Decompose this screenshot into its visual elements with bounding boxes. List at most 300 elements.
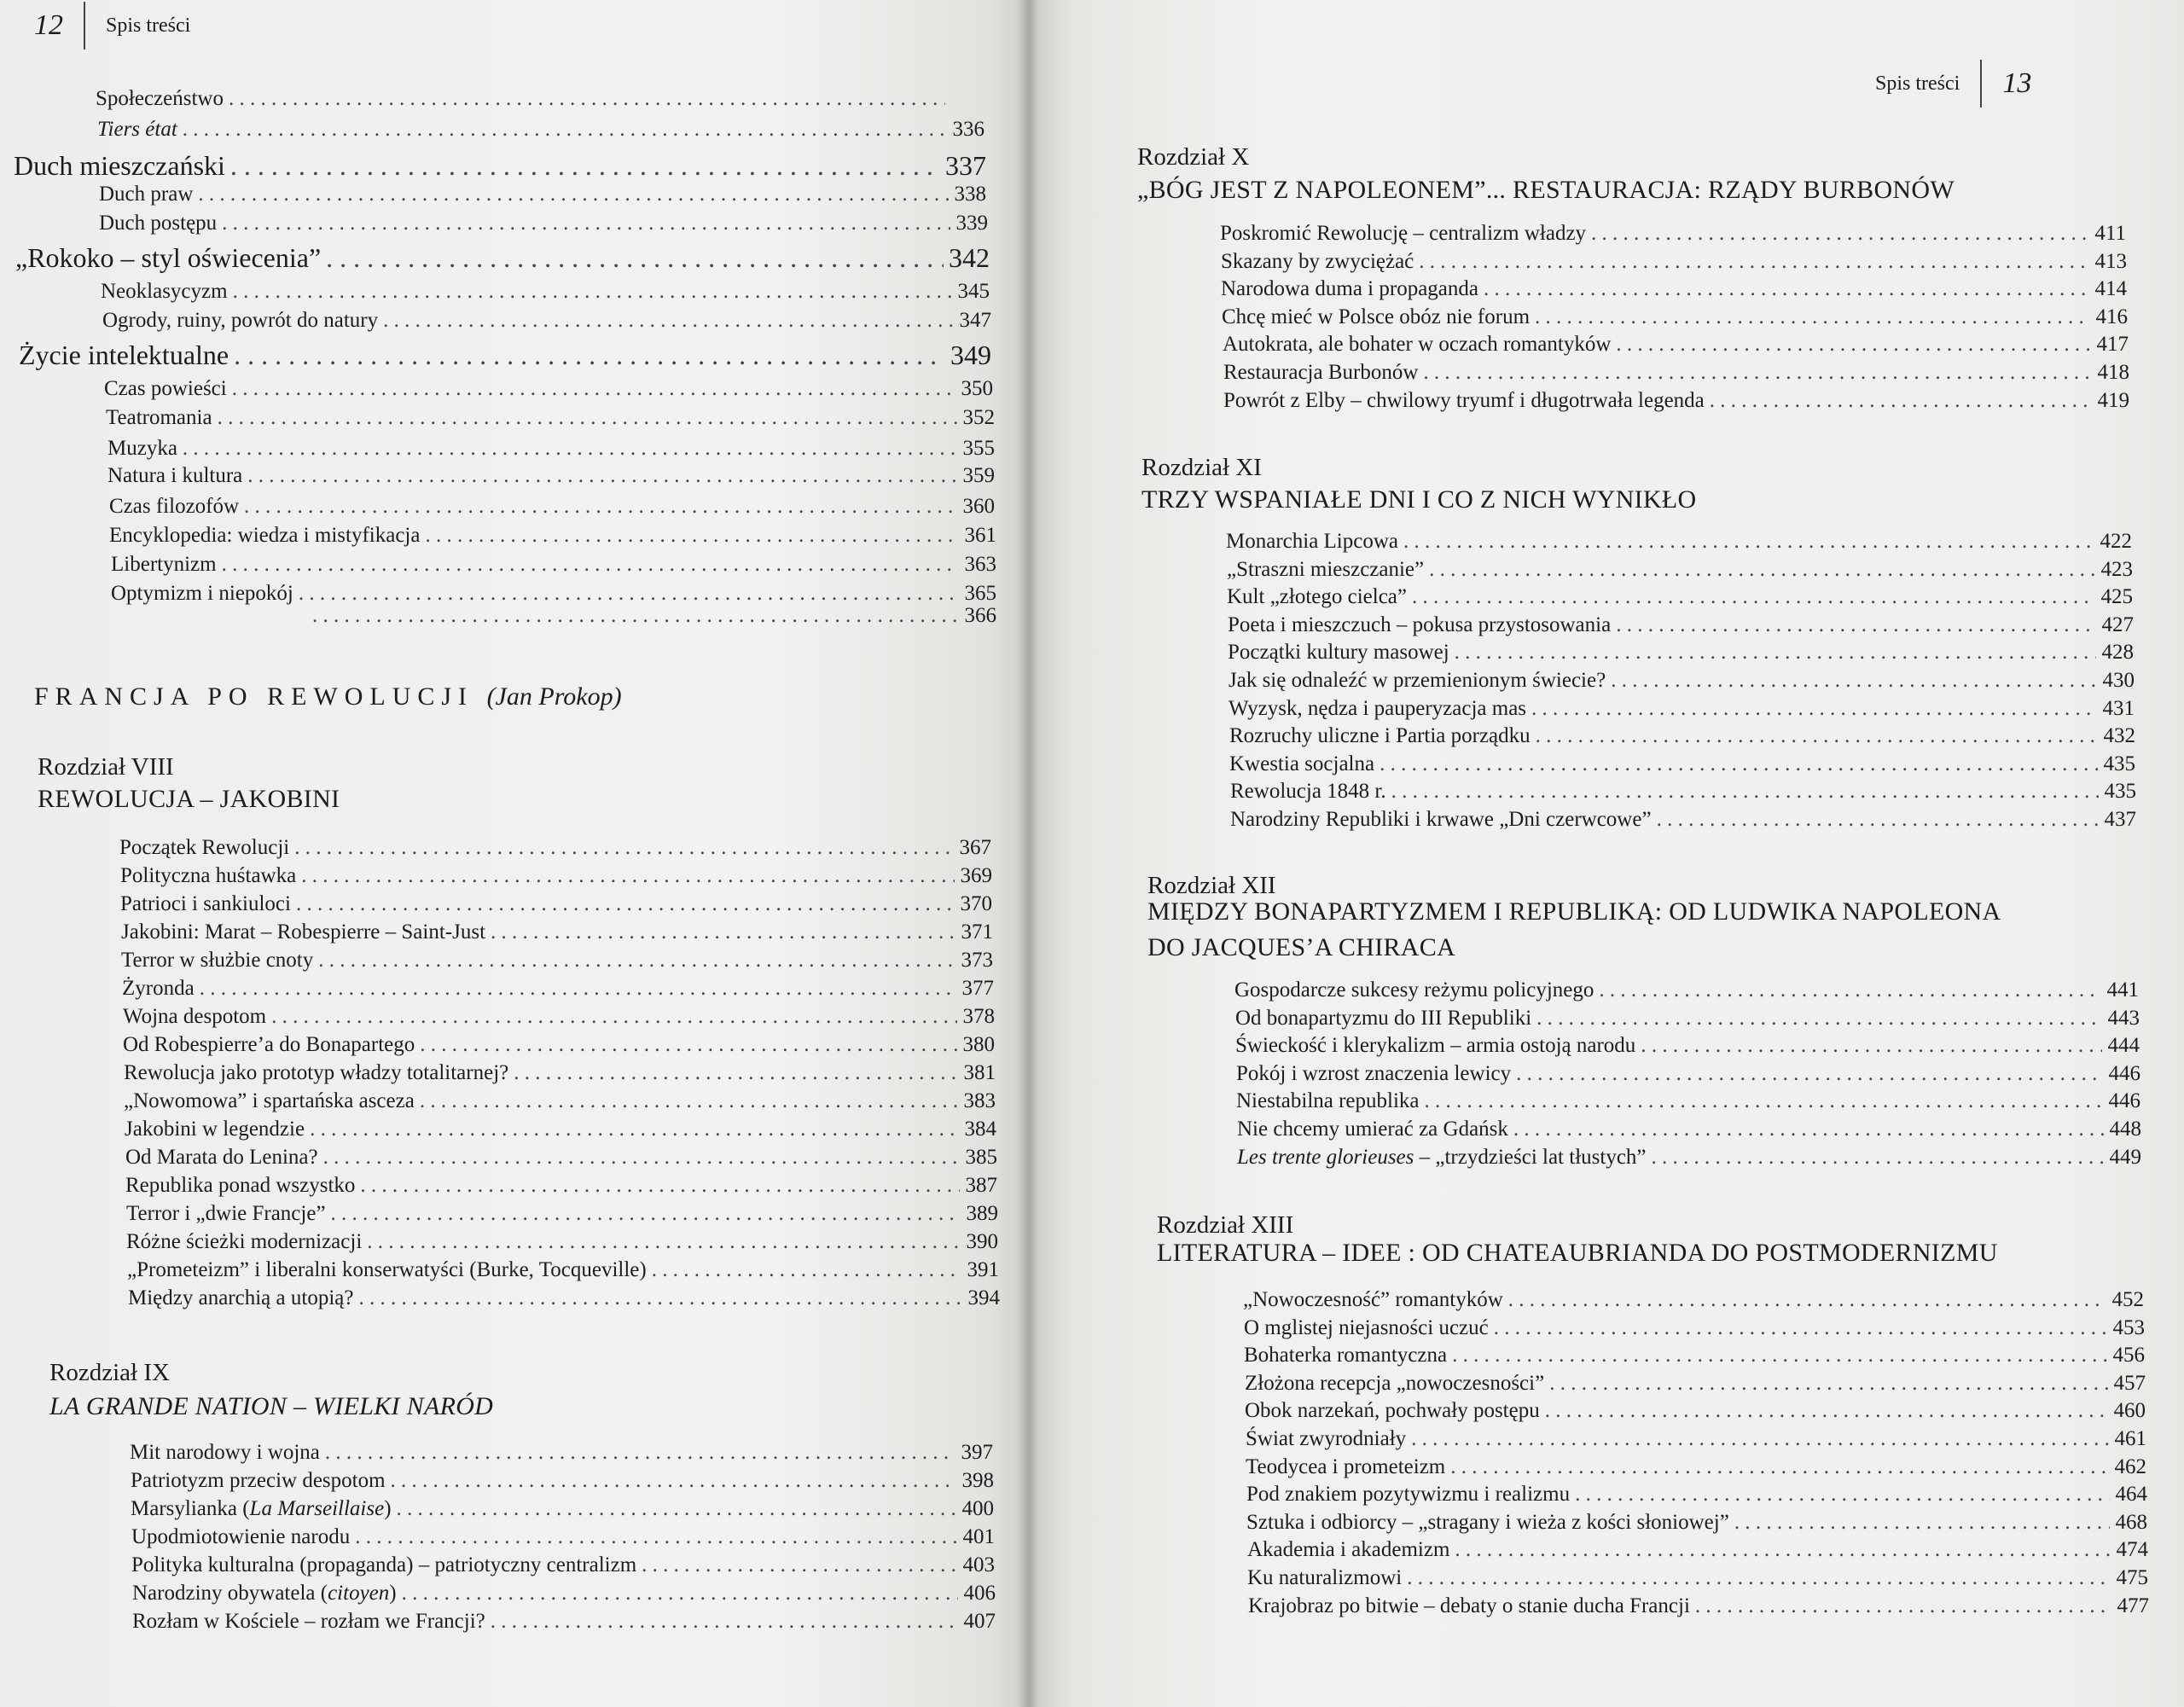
dot-leader: [1423, 359, 2092, 386]
toc-entry: [1228, 639, 2134, 666]
entry-title-text: Tiers état: [97, 118, 177, 141]
page-ref: 456: [2112, 1344, 2145, 1367]
entry-title-text: Restauracja Burbonów: [1223, 361, 1419, 384]
page-ref: 446: [2108, 1089, 2140, 1112]
dot-leader: [1513, 1116, 2104, 1143]
entry-title: [1245, 1370, 1544, 1397]
page-ref: 394: [967, 1286, 1000, 1309]
dot-leader: [271, 1003, 957, 1031]
page-ref: 385: [965, 1146, 997, 1169]
toc-entry: [1234, 977, 2139, 1004]
toc-entry: [99, 181, 986, 208]
entry-title: [109, 522, 420, 549]
chapter-title: TRZY WSPANIAŁE DNI I CO Z NICH WYNIKŁO: [1141, 485, 1697, 514]
entry-title: [101, 278, 228, 305]
page-ref: 428: [2101, 641, 2134, 664]
entry-title: [131, 1495, 392, 1523]
entry-title: [132, 1608, 485, 1635]
entry-title: [131, 1524, 350, 1551]
dot-leader: [1599, 977, 2101, 1004]
dot-leader: [1425, 1088, 2103, 1115]
toc-entry: [1223, 359, 2129, 386]
entry-title-text: Wyzysk, nędza i pauperyzacja mas: [1228, 697, 1527, 720]
page-ref: 391: [967, 1258, 999, 1281]
entry-title: [97, 116, 177, 143]
right-page: [1028, 0, 2184, 1707]
entry-title-text: Świat zwyrodniały: [1246, 1427, 1407, 1450]
dot-leader: [1652, 1144, 2104, 1171]
entry-title-text: Libertynizm: [111, 553, 217, 576]
toc-entry: [125, 1172, 997, 1199]
entry-title-text: Patriotyzm przeciw despotom: [131, 1469, 386, 1492]
toc-entry: [1230, 778, 2136, 805]
entry-title: [107, 462, 242, 490]
part-title: FRANCJA PO REWOLUCJI: [34, 682, 474, 711]
dot-leader: [1641, 1032, 2102, 1060]
dot-leader: [1391, 778, 2099, 805]
toc-entry: [1235, 1032, 2140, 1060]
page-ref: 464: [2115, 1483, 2147, 1506]
toc-entry: [121, 947, 993, 974]
entry-title: [1228, 695, 1526, 723]
page-ref: 431: [2102, 697, 2135, 720]
page-ref: 477: [2117, 1594, 2149, 1617]
page-ref: 349: [950, 340, 991, 370]
entry-title: [1230, 778, 1386, 805]
chapter-label: Rozdział XI: [1141, 454, 1262, 481]
entry-title-text: Polityka kulturalna (propaganda) – patriotyczny centralizm: [131, 1553, 637, 1576]
entry-title-text: Od bonapartyzmu do III Republiki: [1235, 1007, 1532, 1030]
entry-title-text: Duch postępu: [99, 212, 218, 235]
dot-leader: [244, 493, 957, 520]
toc-entry: [119, 834, 991, 862]
dot-leader: [294, 834, 954, 862]
dot-leader: [1616, 331, 2091, 358]
page-ref: 449: [2109, 1146, 2141, 1169]
entry-title-text: „Straszni mieszczanie”: [1227, 558, 1425, 581]
toc-entry: [1228, 667, 2135, 694]
dot-leader: [652, 1257, 961, 1284]
dot-leader: [218, 404, 957, 432]
page-ref: 453: [2112, 1316, 2145, 1339]
dot-leader: [326, 241, 944, 275]
entry-title: [104, 375, 227, 403]
dot-leader: [331, 1200, 961, 1228]
entry-title-text: Optymizm i niepokój: [111, 582, 293, 605]
entry-title-text: Duch praw: [99, 183, 194, 206]
dot-leader: [198, 181, 949, 208]
entry-title-text: „Nowomowa” i spartańska asceza: [124, 1089, 415, 1112]
entry-title-italic: La Marseillaise: [249, 1497, 385, 1520]
toc-entry: [1246, 1509, 2147, 1536]
toc-entry: [109, 522, 996, 549]
dot-leader: [1452, 1342, 2107, 1369]
dot-leader: [325, 1439, 956, 1466]
entry-title-text: Duch mieszczański: [14, 150, 225, 181]
entry-title: [123, 1031, 415, 1059]
left-page: [0, 0, 1028, 1707]
toc-entry: [111, 551, 996, 578]
entry-title: [1248, 1593, 1690, 1620]
dot-leader: [514, 1060, 958, 1087]
page-ref: 347: [959, 309, 991, 332]
page-ref: 366: [964, 604, 996, 627]
entry-title: [1247, 1536, 1449, 1564]
toc-entry: [131, 1524, 995, 1551]
dot-leader: [642, 1552, 957, 1579]
entry-title-text: Sztuka i odbiorcy – „stragany i wieża z kości słoniowej”: [1246, 1511, 1729, 1534]
dot-leader: [183, 435, 957, 462]
entry-title-text: Czas filozofów: [109, 495, 240, 518]
entry-title: [1228, 667, 1606, 694]
entry-title-text: Autokrata, ale bohater w oczach romantyków: [1223, 333, 1612, 356]
dot-leader: [233, 278, 952, 305]
toc-entry: [125, 1144, 997, 1171]
dot-leader: [1549, 1370, 2108, 1397]
toc-entry: [128, 1285, 1000, 1312]
page-ref: 441: [2106, 978, 2139, 1002]
entry-title: [125, 1172, 355, 1199]
header-divider: [1980, 60, 1982, 107]
entry-title: [1237, 1116, 1508, 1143]
chapter-label: Rozdział VIII: [38, 753, 174, 781]
toc-entry: [1247, 1565, 2148, 1592]
entry-title-text: „Rokoko – styl oświecenia”: [15, 242, 322, 273]
dot-leader: [1380, 751, 2098, 778]
entry-title-text: ): [384, 1497, 392, 1520]
dot-leader: [397, 1495, 956, 1523]
entry-title-text: Różne ścieżki modernizacji: [126, 1230, 363, 1253]
dot-leader: [183, 116, 947, 143]
entry-title: [121, 919, 485, 946]
entry-title-text: Pokój i wzrost znaczenia lewicy: [1236, 1062, 1512, 1085]
entry-title-text: Natura i kultura: [107, 464, 243, 487]
page-ref: 411: [2094, 222, 2126, 245]
entry-title-text: Ogrody, ruiny, powrót do natury: [102, 309, 379, 332]
entry-title-text: Chcę mieć w Polsce obóz nie forum: [1222, 305, 1531, 328]
entry-title-text: Świeckość i klerykalizm – armia ostoją narodu: [1235, 1034, 1636, 1057]
toc-entry: [131, 1495, 994, 1523]
dot-leader: [420, 1088, 958, 1115]
toc-entry: [97, 116, 985, 143]
header-divider: [84, 2, 85, 49]
page-ref: 361: [964, 524, 996, 547]
toc-entry: [124, 1060, 996, 1087]
toc-entry: [131, 1467, 994, 1495]
toc-entry: [132, 1580, 996, 1607]
entry-title: [19, 338, 229, 372]
toc-entry: [1222, 304, 2128, 331]
entry-title: [126, 1228, 362, 1256]
toc-entry: [1245, 1397, 2146, 1425]
entry-title: [1235, 1032, 1635, 1060]
dot-leader: [1516, 1060, 2103, 1088]
entry-title-text: Monarchia Lipcowa: [1226, 530, 1399, 553]
entry-title: [127, 1257, 647, 1284]
entry-title-text: Czas powieści: [104, 377, 227, 400]
page-ref: 401: [962, 1525, 995, 1548]
entry-title: [106, 404, 212, 432]
dot-leader: [1710, 387, 2092, 415]
toc-entry: [1237, 1144, 2141, 1171]
toc-entry: [131, 1552, 995, 1579]
page-ref: 384: [964, 1118, 996, 1141]
toc-entry: [109, 493, 995, 520]
page-ref: 369: [960, 864, 992, 887]
dot-leader: [1616, 612, 2096, 639]
toc-entry: [1243, 1286, 2144, 1314]
page-ref: 363: [964, 553, 996, 576]
page-ref: 407: [963, 1610, 996, 1633]
page-ref: 430: [2102, 669, 2135, 692]
page-ref: 336: [952, 118, 985, 141]
entry-title: [15, 241, 321, 275]
dot-leader: [1545, 1397, 2108, 1425]
entry-title: [1236, 1088, 1420, 1115]
entry-title-text: Niestabilna republika: [1236, 1089, 1420, 1112]
entry-title-text: Marsylianka (: [131, 1497, 250, 1520]
running-title: Spis treści: [106, 14, 191, 37]
dot-leader: [222, 210, 950, 237]
toc-entry: [1221, 276, 2127, 303]
entry-title-text: Wojna despotom: [123, 1005, 267, 1028]
toc-entry: [1245, 1370, 2146, 1397]
entry-title-text: Rozruchy uliczne i Partia porządku: [1229, 724, 1531, 747]
book-gutter: [1017, 0, 1039, 1707]
dot-leader: [1455, 639, 2096, 666]
dot-leader: [383, 307, 954, 334]
entry-title-text: – „trzydzieści lat tłustych”: [1414, 1146, 1647, 1169]
dot-leader: [1494, 1315, 2107, 1342]
toc-entry: [106, 404, 995, 432]
dot-leader: [1575, 1481, 2110, 1508]
page-ref: 462: [2114, 1455, 2146, 1478]
entry-title: [111, 580, 293, 607]
entry-title: [1227, 556, 1424, 584]
entry-title: [1221, 276, 1478, 303]
entry-title-text: Narodziny Republiki i krwawe „Dni czerwcowe”: [1230, 808, 1652, 831]
toc-entry: [124, 1088, 996, 1115]
page-ref: 345: [957, 280, 990, 303]
chapter-title: LA GRANDE NATION – WIELKI NARÓD: [49, 1392, 494, 1420]
page-ref: 452: [2111, 1288, 2144, 1311]
dot-leader: [310, 1116, 959, 1143]
entry-title-text: Poeta i mieszczuch – pokusa przystosowania: [1228, 613, 1612, 636]
entry-title: [1230, 806, 1652, 833]
page-ref: 338: [954, 183, 986, 206]
entry-title: [1229, 723, 1531, 750]
page-ref: 422: [2100, 530, 2132, 553]
dot-leader: [402, 1580, 958, 1607]
dot-leader: [229, 85, 945, 113]
toc-entry: [122, 975, 994, 1002]
page-ref: 460: [2113, 1399, 2146, 1422]
entry-title-text: Narodziny obywatela (: [132, 1582, 328, 1605]
entry-title: [1236, 1060, 1511, 1088]
toc-entry: [1244, 1342, 2145, 1369]
entry-title: [1247, 1565, 1402, 1592]
entry-title-text: Patrioci i sankiuloci: [120, 892, 291, 915]
page-ref: 383: [963, 1089, 996, 1112]
entry-title: [99, 210, 217, 237]
page-ref: 339: [956, 212, 988, 235]
toc-entry: [1228, 695, 2135, 723]
entry-title: [102, 307, 378, 334]
page-ref: 355: [962, 437, 995, 460]
toc-entry: [1247, 1536, 2148, 1564]
page-ref: 457: [2113, 1372, 2146, 1395]
page-ref: 390: [966, 1230, 998, 1253]
entry-title-text: Ku naturalizmowi: [1247, 1566, 1403, 1589]
chapter-title-line-2: DO JACQUES’A CHIRACA: [1147, 933, 1456, 961]
entry-title: [1222, 304, 1530, 331]
dot-leader: [1412, 584, 2095, 611]
dot-leader: [1403, 528, 2094, 555]
toc-entry: [121, 919, 993, 946]
toc-entry: [1248, 1593, 2149, 1620]
entry-title-text: Republika ponad wszystko: [125, 1174, 356, 1197]
entry-title-text: Muzyka: [107, 437, 177, 460]
page-ref: 352: [962, 406, 995, 429]
page-ref: 468: [2115, 1511, 2147, 1534]
page-ref: 423: [2100, 558, 2133, 581]
entry-title-text: Encyklopedia: wiedza i mistyfikacja: [109, 524, 421, 547]
toc-entry: [107, 435, 995, 462]
page-number: 12: [34, 9, 63, 41]
entry-title-text: Życie intelektualne: [19, 340, 229, 370]
toc-entry: [1230, 806, 2136, 833]
dot-leader: [1695, 1593, 2111, 1620]
entry-title: [1229, 751, 1374, 778]
running-title: Spis treści: [1875, 72, 1960, 95]
entry-title-text: Teodycea i prometeizm: [1246, 1455, 1446, 1478]
page-ref: 416: [2095, 305, 2128, 328]
entry-title: [1220, 220, 1586, 247]
toc-entry: [102, 307, 991, 334]
toc-entry: [99, 210, 988, 237]
entry-title-text: Rozłam w Kościele – rozłam we Francji?: [132, 1610, 485, 1633]
dot-leader: [1536, 723, 2098, 750]
entry-title: [124, 1060, 508, 1087]
dot-leader: [301, 862, 955, 890]
page-ref: 397: [961, 1441, 993, 1464]
entry-title: [123, 1003, 266, 1031]
dot-leader: [491, 1608, 958, 1635]
entry-title-text: Złożona recepcja „nowoczesności”: [1245, 1372, 1545, 1395]
page-ref: 360: [962, 495, 995, 518]
toc-entry: [101, 278, 990, 305]
entry-title-text: Neoklasycyzm: [101, 280, 228, 303]
entry-title: [1235, 1005, 1531, 1032]
toc-entry: [1235, 1005, 2140, 1032]
entry-title: [1228, 612, 1611, 639]
entry-title-text: „Nowoczesność” romantyków: [1243, 1288, 1503, 1311]
dot-leader: [420, 1031, 957, 1059]
entry-title: [119, 834, 289, 862]
toc-entry: [120, 862, 992, 890]
entry-title: [1234, 977, 1594, 1004]
entry-title-text: Jak się odnaleźć w przemienionym świecie?: [1228, 669, 1606, 692]
dot-leader: [1657, 806, 2099, 833]
page-ref: 413: [2094, 250, 2127, 273]
entry-title-text: Bohaterka romantyczna: [1244, 1344, 1448, 1367]
toc-entry: [1229, 751, 2135, 778]
page-ref: 425: [2100, 585, 2133, 608]
page-ref: 398: [961, 1469, 994, 1492]
chapter-title: LITERATURA – IDEE : OD CHATEAUBRIANDA DO POSTMODERNIZMU: [1157, 1239, 1998, 1267]
entry-title-text: Od Marata do Lenina?: [125, 1146, 318, 1169]
entry-title-text: Kult „złotego cielca”: [1227, 585, 1407, 608]
page-ref: 435: [2104, 780, 2136, 803]
chapter-label: Rozdział XIII: [1157, 1211, 1294, 1239]
dot-leader: [230, 148, 940, 183]
entry-title-text: Społeczeństwo: [96, 87, 224, 110]
entry-title-text: Jakobini w legendzie: [125, 1118, 305, 1141]
entry-title: [14, 148, 225, 183]
chapter-label: Rozdział XII: [1147, 872, 1276, 899]
part-author: (Jan Prokop): [486, 682, 622, 711]
part-heading: [34, 682, 622, 711]
page-ref: 443: [2107, 1007, 2140, 1030]
dot-leader: [312, 602, 959, 630]
entry-title-text: Żyronda: [122, 977, 195, 1000]
entry-title: [128, 1285, 353, 1312]
entry-title: [1244, 1315, 1489, 1342]
toc-entry: [104, 375, 993, 403]
page-ref: 380: [962, 1033, 995, 1056]
dot-leader: [1484, 276, 2089, 303]
toc-entry: [19, 338, 991, 372]
dot-leader: [247, 462, 957, 490]
entry-title: [1223, 359, 1418, 386]
dot-leader: [425, 522, 959, 549]
entry-title: [99, 181, 193, 208]
page-ref: 400: [961, 1497, 994, 1520]
toc-entry: [1244, 1315, 2145, 1342]
left-header: [34, 0, 190, 51]
entry-title-text: Rewolucja 1848 r.: [1230, 780, 1386, 803]
page-ref: 359: [962, 464, 995, 487]
toc-entry: [15, 241, 990, 275]
entry-title: [131, 1467, 386, 1495]
toc-entry: [1223, 387, 2129, 415]
toc-entry: [130, 1439, 993, 1466]
entry-title-text: Polityczna huśtawka: [120, 864, 297, 887]
toc-entry: [1223, 331, 2129, 358]
toc-entry: [1227, 556, 2133, 584]
toc-entry: [123, 1031, 995, 1059]
entry-title: [125, 1116, 305, 1143]
dot-leader: [1611, 667, 2097, 694]
toc-entry: [1220, 220, 2126, 247]
page-ref: 403: [962, 1553, 995, 1576]
entry-title: [109, 493, 239, 520]
entry-title-italic: citoyen: [328, 1582, 390, 1605]
dot-leader: [234, 338, 945, 372]
dot-leader: [391, 1467, 956, 1495]
entry-title: [125, 1144, 318, 1171]
entry-title-text: Krajobraz po bitwie – debaty o stanie ducha Francji: [1248, 1594, 1690, 1617]
page-ref: 370: [960, 892, 992, 915]
toc-entry: [132, 1608, 996, 1635]
page-ref: 475: [2116, 1566, 2148, 1589]
page-ref: 417: [2096, 333, 2129, 356]
chapter-title: „BÓG JEST Z NAPOLEONEM”... RESTAURACJA: RZĄDY BURBONÓW: [1137, 176, 1955, 204]
entry-title-text: Rewolucja jako prototyp władzy totalitarnej?: [124, 1061, 509, 1084]
entry-title: [1246, 1509, 1729, 1536]
toc-entry: [107, 462, 995, 490]
toc-entry: [1236, 1088, 2140, 1115]
